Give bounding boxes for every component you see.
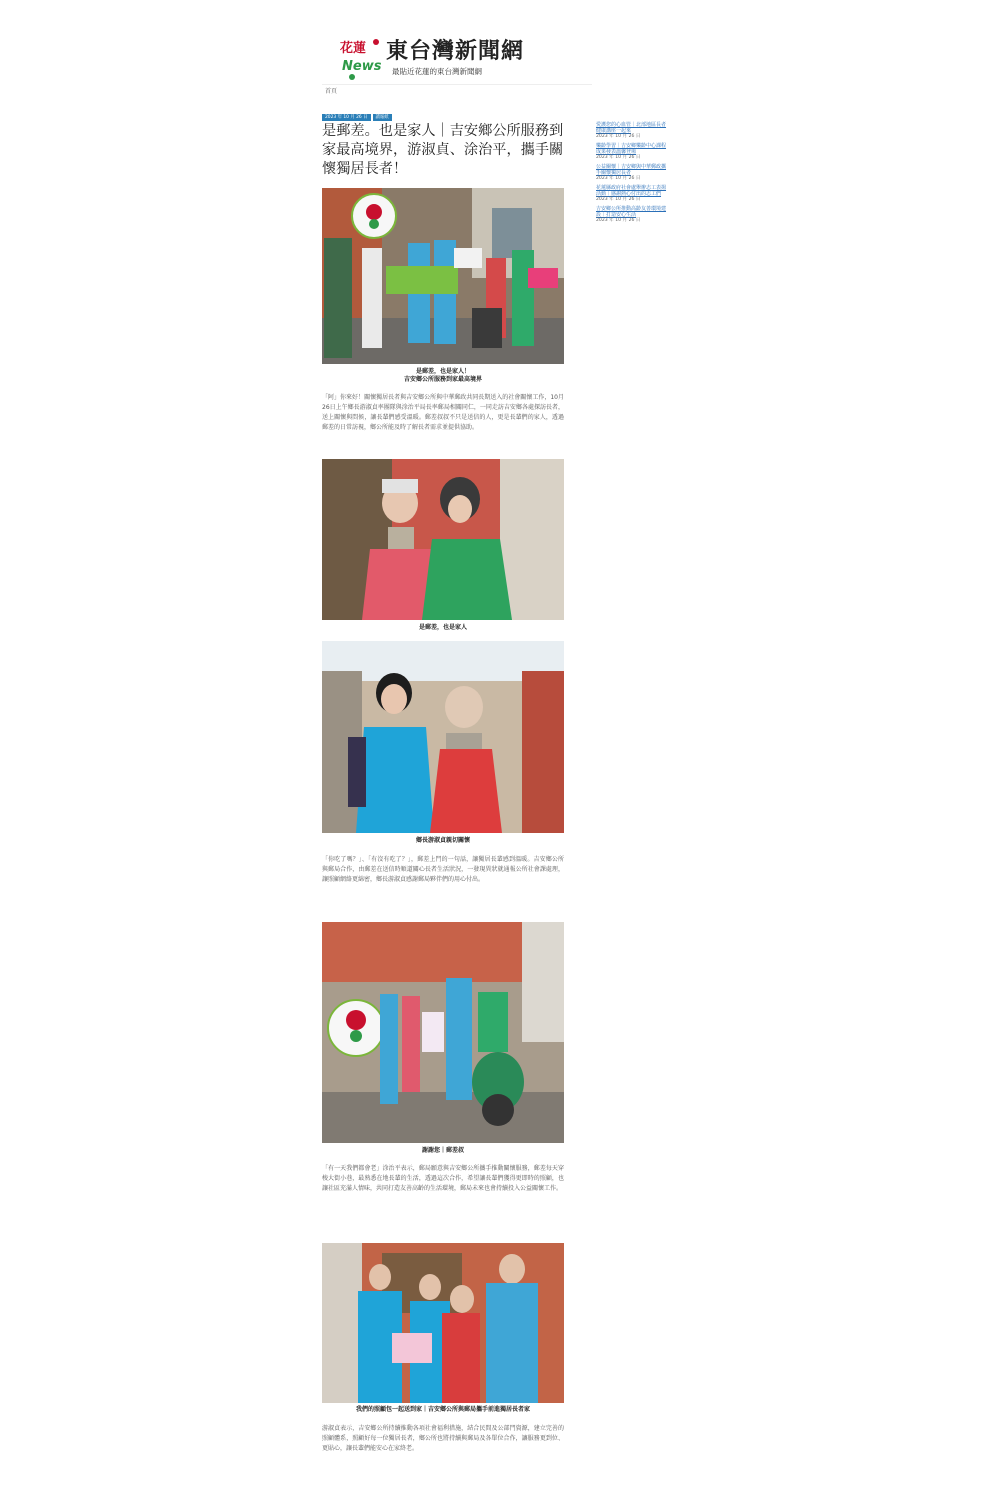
recent-post-link[interactable]: 公益關懷｜吉安鄉與中華郵政攜手關懷獨居長者: [596, 164, 667, 176]
header-divider: [322, 84, 592, 85]
site-name[interactable]: 東台灣新聞網: [386, 38, 525, 64]
photo-1-caption: 是郵差，也是家人！ 吉安鄉公所服務到家最高境界: [403, 368, 482, 383]
article-meta: [322, 114, 392, 121]
recent-post: [596, 164, 668, 182]
svg-text:News: News: [342, 59, 382, 74]
article-photo-2: [322, 459, 564, 620]
site-slogan: 最貼近花蓮的東台灣新聞網: [392, 67, 482, 76]
photo-2-caption: 是郵差，也是家人: [418, 624, 467, 631]
recent-post-link[interactable]: 花蓮縣政府社會處舉辦志工表揚活動｜感謝熱心付出的志工們: [596, 185, 667, 197]
recent-post-link[interactable]: 樂齡學習｜吉安鄉樂齡中心課程成果發表溫馨登場: [596, 143, 667, 155]
recent-post: [596, 206, 668, 224]
article-photo-3: [322, 641, 564, 833]
site-logo[interactable]: [338, 32, 392, 84]
recent-post-date: 2023 年 10 月 26 日: [596, 197, 641, 202]
nav-home-link[interactable]: 首頁: [325, 88, 338, 95]
recent-post: [596, 143, 668, 161]
article-paragraph-2: 「你吃了嗎？」、「有沒有吃了？」，郵差上門的一句話，讓獨居長輩感到溫暖。吉安鄉公所與郵局合作，由郵差在送信時順道關心長者生活狀況，一發現異狀就通報公所社會課處理，讓照顧網絡更綿密，鄉長游淑貞感謝郵局夥伴們的用心付出。: [322, 856, 564, 883]
photo-5-caption: 我們的照顧包一起送到家｜吉安鄉公所與郵局攜手前進獨居長者家: [355, 1406, 530, 1413]
recent-post: [596, 122, 668, 140]
recent-post-date: 2023 年 10 月 26 日: [596, 155, 641, 160]
recent-post-link[interactable]: 吉安鄉公所推動高齡友善環境建設｜打造安心生活: [596, 206, 667, 218]
article-paragraph-1: 「阿」你來好！關懷獨居長者與吉安鄉公所與中華郵政共同長期送入的社會關懷工作，10月26日上午鄉長游淑貞率團隊與涂治平局長率郵局相關同仁，一同走訪吉安鄉各處探訪長者，送上關懷與問候，讓長輩們感受溫暖。郵差叔叔不只是送信的人，更是長輩們的家人，透過郵差的日常訪視，鄉公所能及時了解長者需求並提供協助。: [322, 394, 564, 431]
article-photo-5: [322, 1243, 564, 1403]
recent-post-date: 2023 年 10 月 26 日: [596, 134, 641, 139]
article-date: 2023 年 10 月 26 日: [322, 114, 371, 121]
photo-4-caption: 謝謝您｜郵差叔: [421, 1147, 464, 1154]
article-photo-4: [322, 922, 564, 1143]
recent-post: [596, 185, 668, 203]
photo-3-caption: 鄉長游淑貞親切關懷: [415, 837, 470, 844]
article-photo-1: [322, 188, 564, 364]
recent-post-date: 2023 年 10 月 26 日: [596, 218, 641, 223]
article-paragraph-3: 「有一天我們都會老」涂治平表示，郵局願意與吉安鄉公所攜手推動關懷服務，郵差每天穿梭大街小巷，最熟悉在地長輩的生活，透過這次合作，希望讓長輩們獲得更即時的照顧，也讓社區充滿人情味，共同打造友善高齡的生活環境，郵局未來也會持續投入公益關懷工作。: [322, 1165, 564, 1192]
svg-text:花蓮: 花蓮: [340, 41, 367, 56]
site-header: [322, 28, 592, 86]
article-paragraph-4: 游淑貞表示，吉安鄉公所持續推動各項社會福利措施，結合民間及公部門資源，建立完善的照顧體系，照顧好每一位獨居長者，鄉公所也將持續與郵局及各單位合作，讓服務更到位、更貼心，讓長輩們能安心在家終老。: [322, 1425, 564, 1452]
article-category[interactable]: 讀報紙: [373, 114, 392, 121]
article-title: 是郵差。也是家人｜吉安鄉公所服務到家最高境界，游淑貞、涂治平，攜手關懷獨居長者！: [322, 123, 564, 177]
recent-post-link[interactable]: 愛護您的心血管｜北部地區長者健康講座一起來: [596, 122, 667, 134]
recent-post-date: 2023 年 10 月 26 日: [596, 176, 641, 181]
sidebar-recent-posts: [596, 122, 668, 227]
